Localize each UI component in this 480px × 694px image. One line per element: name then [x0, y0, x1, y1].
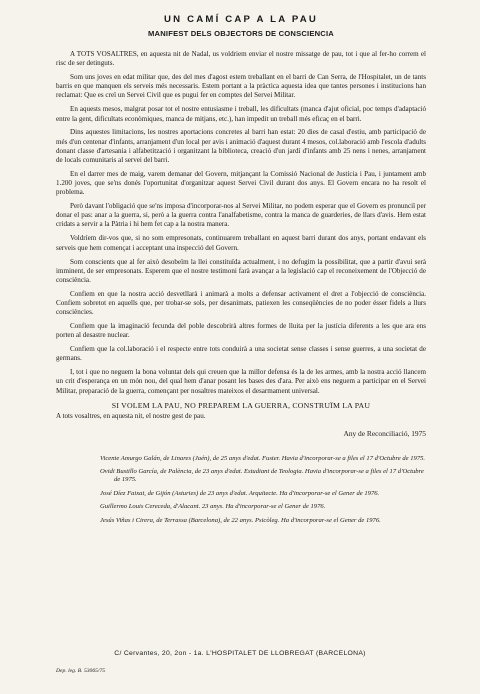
paragraph: Voldríem dir-vos que, si no som empresonats, continuarem treballant en aquest barri durant dos anys, portant endavant els serveis que hem començat i acceptant una inspecció del Govern.: [56, 234, 426, 252]
signatory: José Díez Faixat, de Gijón (Asturies) de 23 anys d'edat. Arquitecte. Ha d'incorporar-se el Gener de 1976.: [100, 489, 380, 497]
signatory: Ovidi Bustillo García, de Palència, de 23 anys d'edat. Estudiant de Teologia. Havia d'incorporar-se a files el 17 d'Octubre de 1975.: [100, 467, 424, 484]
paragraph: Dins aquestes limitacions, les nostres aportacions concretes al barri han estat: 20 dies de casal d'estiu, amb participació de més d'un centenar d'infants, arranjament d'un local per avis i animació d'aquest durant 4 mesos, col.laboració amb l'escola d'adults donant classe d'artesania i alfabetització i organitzant la biblioteca, creació d'un jardí d'infants amb 25 nens i nenes, arranjament de locals comunitaris al servei del barri.: [56, 128, 426, 164]
document-title: UN CAMÍ CAP A LA PAU: [164, 14, 318, 25]
document-subtitle: MANIFEST DELS OBJECTORS DE CONSCIENCIA: [148, 29, 334, 38]
slogan: SI VOLEM LA PAU, NO PREPAREM LA GUERRA, CONSTRUÏM LA PAU: [111, 400, 371, 410]
signatory: Jesús Viñas i Cirera, de Terrassa (Barcelona), de 22 anys. Psicòleg. Ha d'incorporar-se el Gener de 1976.: [100, 516, 381, 524]
paragraph: Confiem que la imaginació fecunda del poble descobrirà altres formes de lluita per la justícia diferents a les que ara ens porten al desastre nuclear.: [56, 322, 426, 340]
closing-line: A tots vosaltres, en aquesta nit, el nostre gest de pau.: [56, 411, 206, 420]
signatory: Guillermo Louis Cereceda, d'Alacant. 23 anys. Ha d'incorporar-se el Gener de 1976.: [100, 503, 326, 511]
manifesto-body: [56, 50, 426, 396]
paragraph: En aquests mesos, malgrat posar tot el nostre entusiasme i treball, les dificultats (manca d'ajut oficial, poc temps d'adaptació entre la gent, dificultats econòmiques, manca de mitjans, etc.), han impedit un treball més eficaç en el barri.: [56, 105, 426, 123]
paragraph: En el darrer mes de maig, varem demanar del Govern, mitjançant la Comissió Nacional de Justícia i Pau, i juntament amb 1.200 joves, que se'ns donés l'oportunitat d'organitzar aquest Servei Civil durant dos anys. El Govern encara no ha resolt el problema.: [56, 169, 426, 197]
paragraph: Confiem en que la nostra acció desvetllarà i animarà a molts a defensar activament el dret a l'objecció de consciència. Confiem sobretot en aquells que, per trobar-se sols, per desanimats, patiexen les conseqüències de no poder ésser fidels a llurs consciències.: [56, 289, 426, 317]
paragraph: Confiem que la col.laboració i el respecte entre tots conduirà a una societat sense classes i sense guerres, a una societat de germans.: [56, 345, 426, 363]
paragraph: Però davant l'obligació que se'ns imposa d'incorporar-nos al Servei Militar, no podem esperar que el Govern es pronunciï per donar el pas: anar a la guerra, si, però a la guerra contra l'analfabetisme, contra la manca de guarderies, de llars d'avis. Hem estat cridats a servir a la Pàtria i hi hem fet cap a la nostra manera.: [56, 202, 426, 229]
footer-address: C/ Cervantes, 20, 2on - 1a. L'HOSPITALET DE LLOBREGAT (BARCELONA): [114, 650, 366, 657]
paragraph: Som uns joves en edat militar que, des del mes d'agost estem treballant en el barri de Can Serra, de l'Hospitalet, un de tants barris en que manquen els serveis més necessaris. Estem portant a la pràctica aquesta idea que tantes persones i institucions han reclamat: Que es creï un Servei Civil que es pugui fer en comptes del Servei Militar.: [56, 73, 426, 100]
date-line: Any de Reconciliació, 1975: [343, 428, 426, 438]
signatories-list: [56, 455, 426, 525]
legal-deposit: Dep. leg. B. 53065/75: [56, 668, 106, 674]
paragraph: I, tot i que no neguem la bona voluntat dels qui creuen que la millor defensa és la de les armes, amb la nostra acció llancem un crit d'esperança en un món nou, del qual hem d'anar posant les bases des d'ara. Per això ens neguem a participar en el Servei Militar, preparació de la guerra, començant per nosaltres mateixos el desarmament universal.: [56, 368, 426, 395]
paragraph: Som conscients que al fer això desobeïm la llei constituïda actualment, i no defugim la possibilitat, que a partir d'avui serà imminent, de ser empresonats. Esperem que el nostre testimoni farà avançar a la legislació cap el reconeixement de l'Objecció de consciència.: [56, 257, 426, 284]
signatory: Vicente Amurgo Galán, de Linares (Jaén), de 25 anys d'edat. Fuster. Havia d'incorporar-se a files el 17 d'Octubre de 1975.: [100, 454, 426, 462]
paragraph: A TOTS VOSALTRES, en aquesta nit de Nadal, us voldriem enviar el nostre missatge de pau, tot i que al fer-ho correm el risc de ser detinguts.: [56, 50, 426, 68]
